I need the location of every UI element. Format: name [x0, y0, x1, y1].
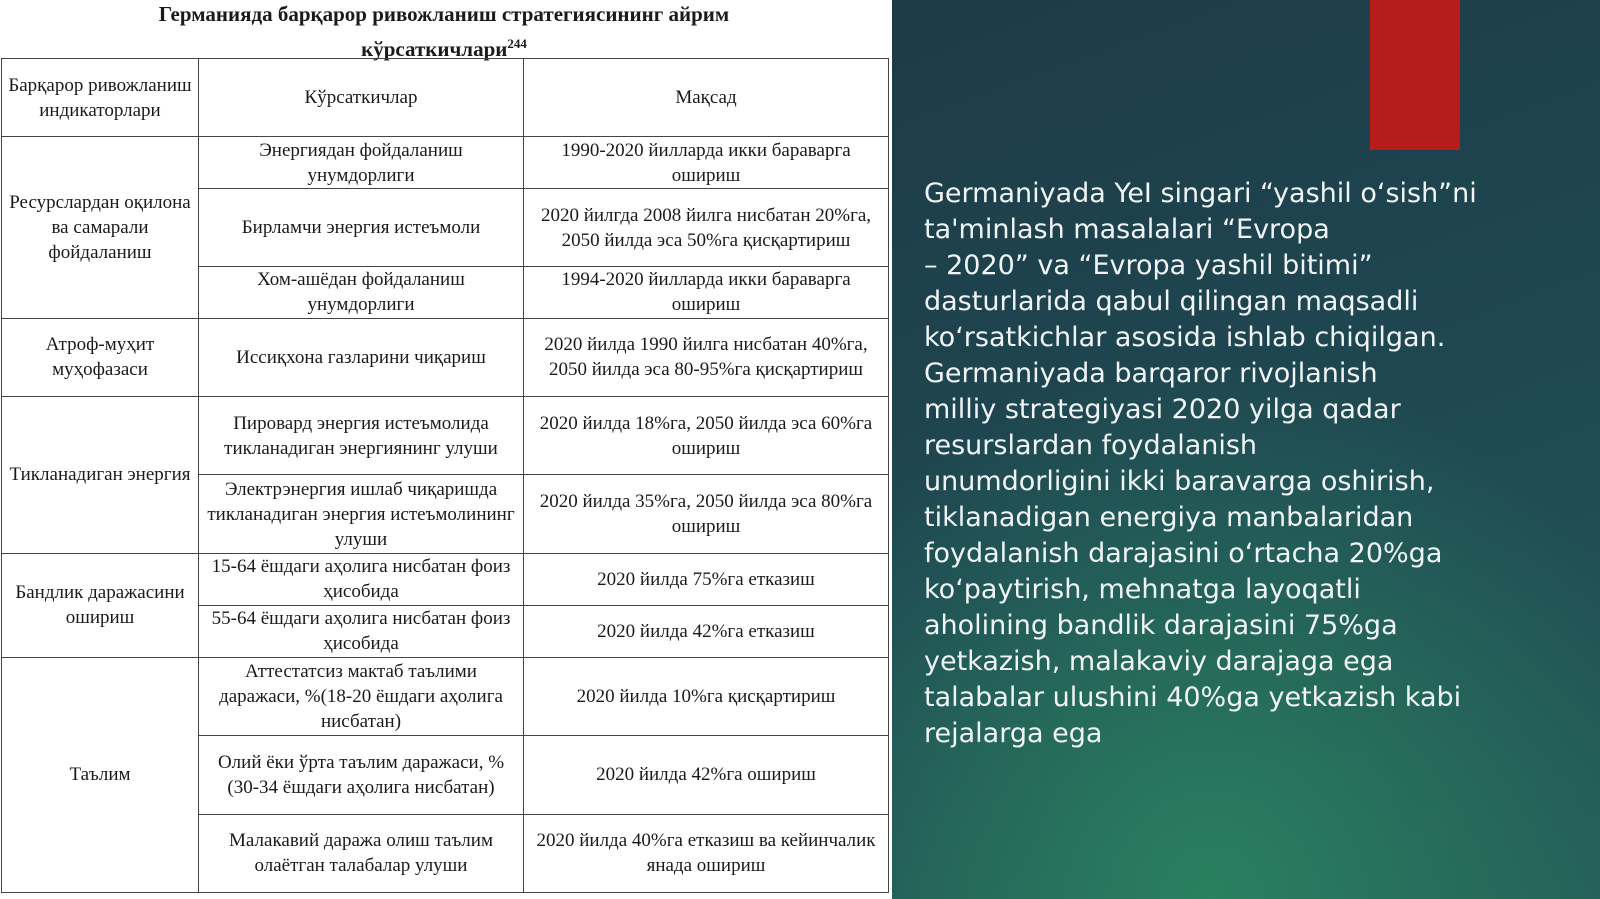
group-cell-resources: Ресурслардан оқилона ва самарали фойдаланиш	[2, 137, 199, 318]
paragraph-line: – 2020” va “Evropa yashil bitimi”	[924, 250, 1373, 281]
metric-cell: Олий ёки ўрта таълим даражаси, % (30-34 ёшдаги аҳолига нисбатан)	[199, 736, 524, 814]
table-row	[2, 553, 889, 605]
paragraph-line: unumdorligini ikki baravarga oshirish,	[924, 466, 1435, 497]
paragraph-line: Germaniyada YeI singari “yashil oʻsish”ni	[924, 178, 1477, 209]
target-cell: 2020 йилда 18%га, 2050 йилда эса 60%га ошириш	[524, 397, 889, 475]
paragraph-line: milliy strategiyasi 2020 yilga qadar	[924, 394, 1401, 425]
table-title	[0, 0, 888, 64]
metric-cell: Пировард энергия истеъмолида тикланадиган энергиянинг улуши	[199, 397, 524, 475]
paragraph-line: ta'minlash masalalari “Evropa	[924, 214, 1330, 245]
paragraph-line: talabalar ulushini 40%ga yetkazish kabi	[924, 682, 1462, 713]
column-header-target: Мақсад	[524, 59, 889, 137]
paragraph-line: koʻrsatkichlar asosida ishlab chiqilgan.	[924, 322, 1446, 353]
table-row	[2, 397, 889, 475]
target-cell: 2020 йилгда 2008 йилга нисбатан 20%га, 2050 йилда эса 50%га қисқартириш	[524, 189, 889, 266]
column-header-metrics: Кўрсаткичлар	[199, 59, 524, 137]
metric-cell: Малакавий даража олиш таълим олаётган талабалар улуши	[199, 814, 524, 892]
group-cell-renewable: Тикланадиган энергия	[2, 397, 199, 554]
indicators-table	[1, 58, 889, 893]
target-cell: 1994-2020 йилларда икки бараварга ошириш	[524, 266, 889, 318]
table-title-line2-text: кўрсаткичлари	[361, 37, 508, 61]
accent-bar	[1370, 0, 1460, 150]
metric-cell: Энергиядан фойдаланиш унумдорлиги	[199, 137, 524, 189]
table-header-row	[2, 59, 889, 137]
table-title-line1: Германияда барқарор ривожланиш стратегиясининг айрим	[158, 2, 730, 26]
paragraph-line: aholining bandlik darajasini 75%ga	[924, 610, 1398, 641]
metric-cell: Электрэнергия ишлаб чиқаришда тикланадиган энергия истеъмолининг улуши	[199, 475, 524, 553]
metric-cell: Хом-ашёдан фойдаланиш унумдорлиги	[199, 266, 524, 318]
target-cell: 2020 йилда 10%га қисқартириш	[524, 657, 889, 735]
footnote-marker: 244	[507, 36, 527, 51]
table-row	[2, 137, 889, 189]
metric-cell: Иссиқхона газларини чиқариш	[199, 318, 524, 396]
target-cell: 2020 йилда 75%га етказиш	[524, 553, 889, 605]
paragraph-line: Germaniyada barqaror rivojlanish	[924, 358, 1378, 389]
paragraph-line: resurslardan foydalanish	[924, 430, 1258, 461]
paragraph-line: tiklanadigan energiya manbalaridan	[924, 502, 1414, 533]
metric-cell: 15-64 ёшдаги аҳолига нисбатан фоиз ҳисобида	[199, 553, 524, 605]
group-cell-environment: Атроф-муҳит муҳофазаси	[2, 318, 199, 396]
paragraph-line: dasturlarida qabul qilingan maqsadli	[924, 286, 1419, 317]
target-cell: 2020 йилда 42%га етказиш	[524, 605, 889, 657]
metric-cell: 55-64 ёшдаги аҳолига нисбатан фоиз ҳисобида	[199, 605, 524, 657]
metric-cell: Бирламчи энергия истеъмоли	[199, 189, 524, 266]
paragraph-line: yetkazish, malakaviy darajaga ega	[924, 646, 1394, 677]
target-cell: 2020 йилда 35%га, 2050 йилда эса 80%га ошириш	[524, 475, 889, 553]
slide-paragraph	[924, 176, 1494, 752]
target-cell: 1990-2020 йилларда икки бараварга ошириш	[524, 137, 889, 189]
table-row	[2, 657, 889, 735]
target-cell: 2020 йилда 1990 йилга нисбатан 40%га, 2050 йилда эса 80-95%га қисқартириш	[524, 318, 889, 396]
target-cell: 2020 йилда 40%га етказиш ва кейинчалик янада ошириш	[524, 814, 889, 892]
slide-text-panel	[892, 0, 1600, 899]
table-row	[2, 318, 889, 396]
group-cell-employment: Бандлик даражасини ошириш	[2, 553, 199, 657]
paragraph-line: foydalanish darajasini oʻrtacha 20%ga	[924, 538, 1443, 569]
metric-cell: Аттестатсиз мактаб таълими даражаси, %(18-20 ёшдаги аҳолига нисбатан)	[199, 657, 524, 735]
group-cell-education: Таълим	[2, 657, 199, 892]
column-header-indicators: Барқарор ривожланиш индикаторлари	[2, 59, 199, 137]
paragraph-line: rejalarga ega	[924, 718, 1103, 749]
paragraph-line: koʻpaytirish, mehnatga layoqatli	[924, 574, 1361, 605]
target-cell: 2020 йилда 42%га ошириш	[524, 736, 889, 814]
